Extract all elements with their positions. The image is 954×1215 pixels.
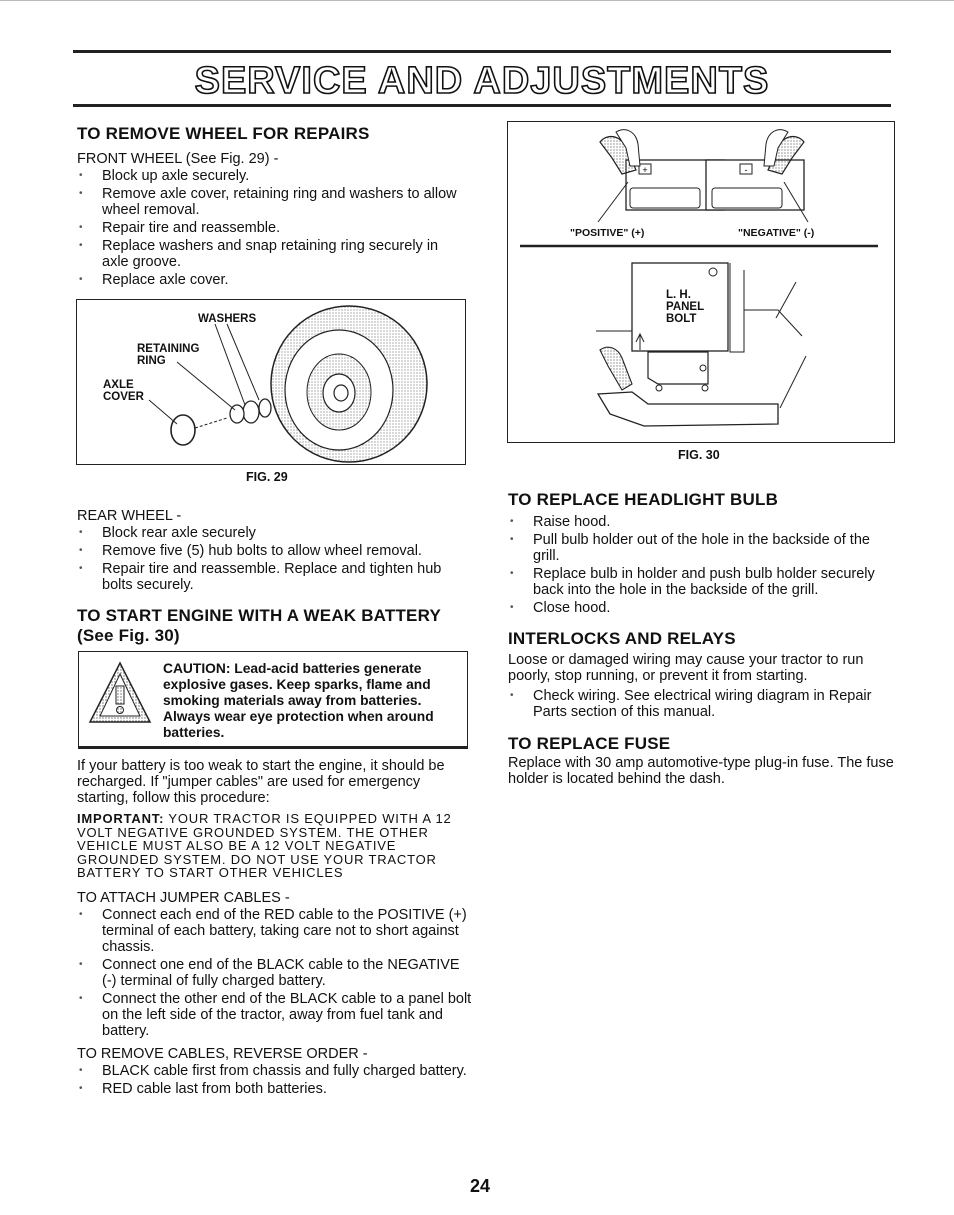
remove-wheel-heading: TO REMOVE WHEEL FOR REPAIRS [77,124,370,143]
battery-jump-illustration [508,122,894,442]
list-item: • Replace bulb in holder and push bulb holder securely back into the hole in the backside of the grill. [508,566,900,598]
list-item: • Raise hood. [508,514,900,530]
weak-battery-heading: TO START ENGINE WITH A WEAK BATTERY (See Fig. 30) [77,606,441,645]
important-note [77,812,470,880]
attach-cables-steps [77,907,472,1041]
interlocks-text: Loose or damaged wiring may cause your tractor to run poorly, stop running, or prevent it from starting. [508,652,864,684]
fig30-box [507,121,895,443]
list-item: • Block rear axle securely [77,525,467,541]
panel-bolt-label: L. H. PANEL BOLT [666,289,705,325]
interlocks-heading: INTERLOCKS AND RELAYS [508,629,736,648]
svg-text:+: + [642,165,648,175]
caution-box [78,651,468,749]
caution-text: CAUTION: Lead-acid batteries generate explosive gases. Keep sparks, flame and smoking materials away from batteries. Always wear eye protection when around batteries. [163,661,434,740]
list-item: • Replace washers and snap retaining ring securely in axle groove. [77,238,467,270]
title-top-rule [73,50,891,53]
list-item: • Remove five (5) hub bolts to allow wheel removal. [77,543,467,559]
interlocks-steps [508,688,900,722]
rear-wheel-steps [77,525,467,595]
top-edge-rule [0,0,954,7]
list-item: • Repair tire and reassemble. Replace and tighten hub bolts securely. [77,561,467,593]
weak-battery-intro: If your battery is too weak to start the engine, it should be recharged. If "jumper cables" are used for emergency starting, follow this procedure: [77,758,445,806]
list-item: • Close hood. [508,600,900,616]
attach-cables-label: TO ATTACH JUMPER CABLES - [77,890,290,906]
front-wheel-label: FRONT WHEEL (See Fig. 29) - [77,151,279,167]
list-item: • Pull bulb holder out of the hole in the backside of the grill. [508,532,900,564]
page-title: SERVICE AND ADJUSTMENTS [194,60,770,102]
svg-text:-: - [744,165,748,175]
title-bottom-rule [73,104,891,107]
list-item: • Remove axle cover, retaining ring and washers to allow wheel removal. [77,186,467,218]
fuse-heading: TO REPLACE FUSE [508,734,671,753]
fuse-text: Replace with 30 amp automotive-type plug-in fuse. The fuse holder is located behind the dash. [508,755,894,787]
retaining-ring-label: RETAINING RING [137,343,200,367]
remove-cables-steps [77,1063,472,1099]
list-item: • RED cable last from both batteries. [77,1081,472,1097]
list-item: • Block up axle securely. [77,168,467,184]
list-item: • Connect one end of the BLACK cable to the NEGATIVE (-) terminal of fully charged battery. [77,957,472,989]
negative-terminal-label: "NEGATIVE" (-) [738,227,815,239]
list-item: • Check wiring. See electrical wiring diagram in Repair Parts section of this manual. [508,688,900,720]
page-number: 24 [470,1176,491,1196]
list-item: • BLACK cable first from chassis and fully charged battery. [77,1063,472,1079]
positive-terminal-label: "POSITIVE" (+) [570,227,645,239]
warning-triangle-icon [87,660,153,726]
list-item: • Replace axle cover. [77,272,467,288]
washers-label: WASHERS [198,313,257,325]
rear-wheel-label: REAR WHEEL - [77,508,182,524]
axle-cover-label: AXLE COVER [103,379,144,403]
front-wheel-steps [77,168,467,290]
important-label: IMPORTANT: [77,811,165,826]
headlight-heading: TO REPLACE HEADLIGHT BULB [508,490,779,509]
important-text: YOUR TRACTOR IS EQUIPPED WITH A 12 VOLT NEGATIVE GROUNDED SYSTEM. THE OTHER VEHICLE MUST ALSO BE A 12 VOLT NEGATIVE GROUNDED SYSTEM. DO NOT USE YOUR TRACTOR BATTERY TO START OTHER VEHICLES [77,811,452,880]
fig29-caption: FIG. 29 [246,470,288,484]
list-item: • Connect each end of the RED cable to the POSITIVE (+) terminal of each battery, taking care not to short against chassis. [77,907,472,955]
remove-cables-label: TO REMOVE CABLES, REVERSE ORDER - [77,1046,368,1062]
fig30-caption: FIG. 30 [678,448,720,462]
list-item: • Connect the other end of the BLACK cable to a panel bolt on the left side of the tractor, away from fuel tank and battery. [77,991,472,1039]
fig29-box [76,299,466,465]
list-item: • Repair tire and reassemble. [77,220,467,236]
headlight-steps [508,514,900,618]
